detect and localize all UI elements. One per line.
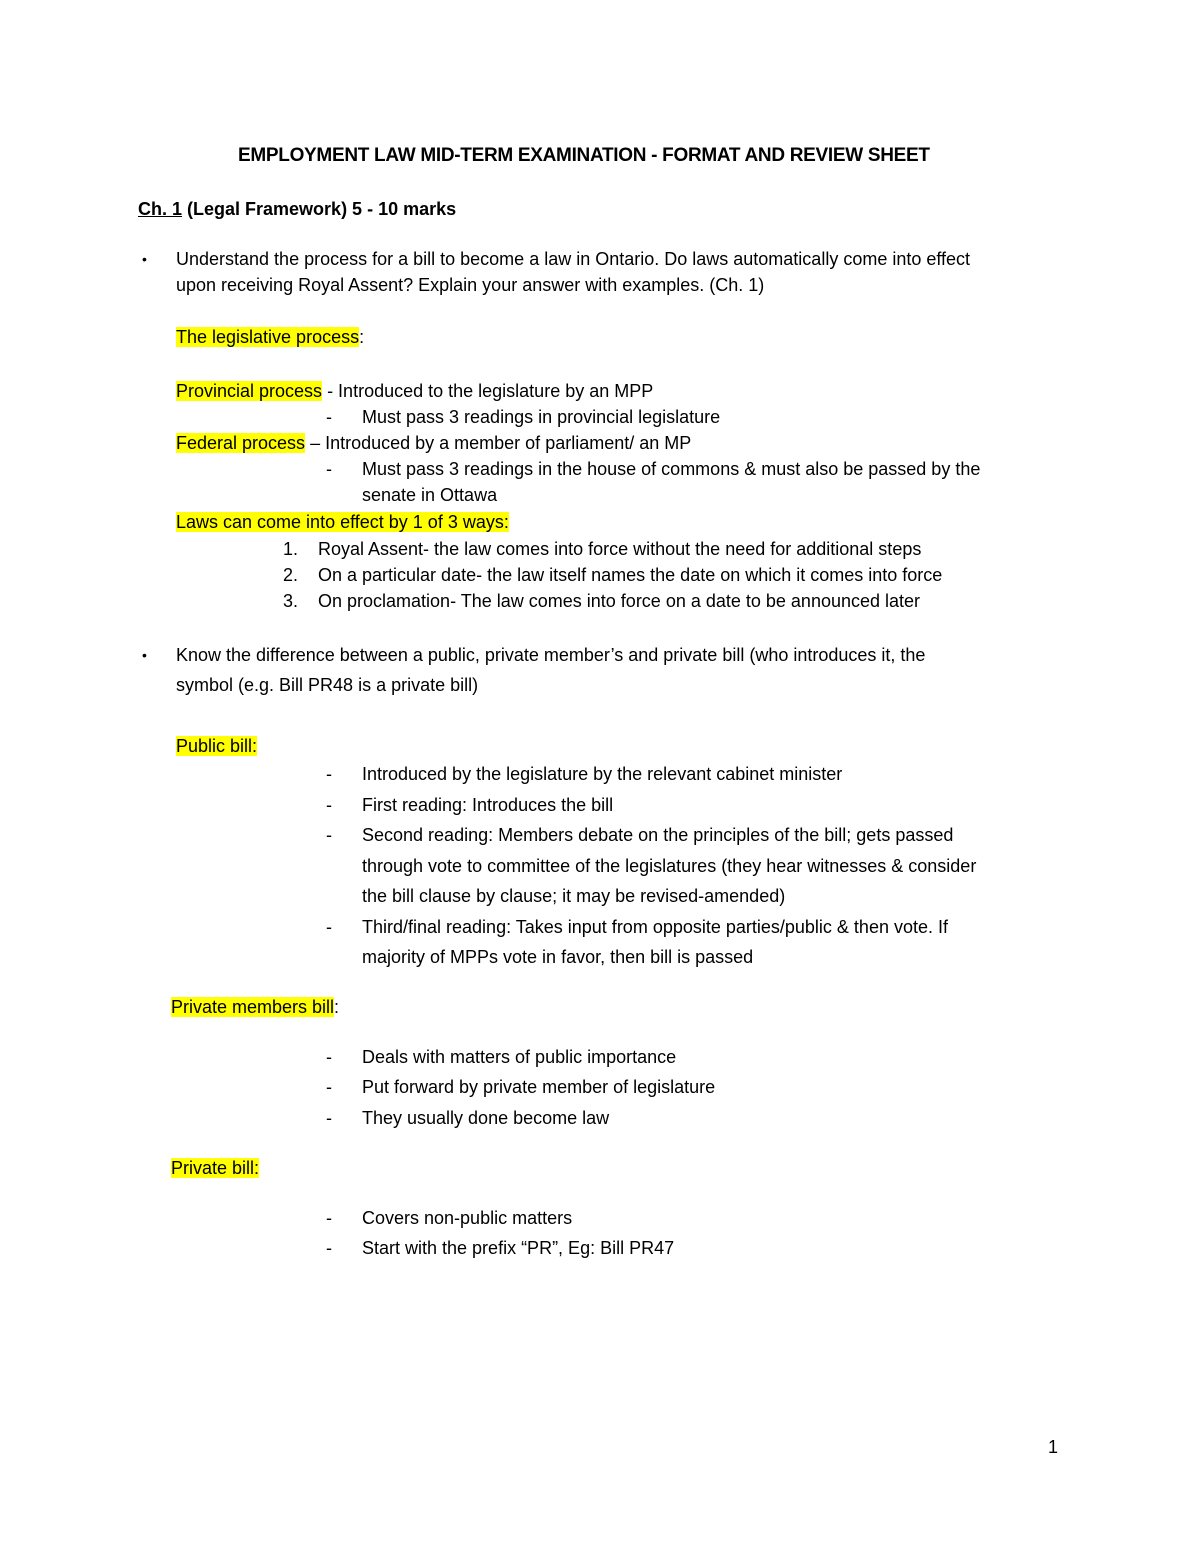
private-bill-label: Private bill: (171, 1158, 260, 1178)
dash-icon: - (326, 795, 332, 815)
chapter-label: Ch. 1 (138, 199, 183, 219)
chapter-rest: (Legal Framework) 5 - 10 marks (182, 199, 457, 219)
private-members-bill-label: Private members bill (171, 997, 335, 1017)
ways-heading (176, 511, 509, 533)
page-number: 1 (1048, 1437, 1059, 1457)
private-members-bill-item: Deals with matters of public importance (362, 1047, 677, 1067)
provincial-process (176, 380, 653, 402)
q2-line2: symbol (e.g. Bill PR48 is a private bill) (176, 675, 479, 695)
private-bill-heading (171, 1157, 259, 1179)
dash-icon: - (326, 917, 332, 937)
private-members-bill-item: Put forward by private member of legislature (362, 1077, 716, 1097)
dash-icon: - (326, 825, 332, 845)
public-bill-item: Second reading: Members debate on the principles of the bill; gets passed (362, 825, 954, 845)
private-members-bill-colon: : (334, 997, 340, 1017)
dash-icon: - (326, 1208, 332, 1228)
dash-icon: - (326, 407, 332, 427)
federal-label: Federal process (176, 433, 306, 453)
private-members-bill-heading (171, 996, 339, 1018)
document-title: EMPLOYMENT LAW MID-TERM EXAMINATION - FORMAT AND REVIEW SHEET (238, 145, 930, 166)
private-bill-item: Covers non-public matters (362, 1208, 573, 1228)
federal-rest: – Introduced by a member of parliament/ an MP (305, 433, 692, 453)
dash-icon: - (326, 1238, 332, 1258)
q1-line1: Understand the process for a bill to become a law in Ontario. Do laws automatically come into effect (176, 249, 971, 269)
dash-icon: - (326, 1077, 332, 1097)
private-members-bill-item: They usually done become law (362, 1108, 610, 1128)
dash-icon: - (326, 1108, 332, 1128)
public-bill-item: Introduced by the legislature by the relevant cabinet minister (362, 764, 843, 784)
ways-item-number: 2. (283, 565, 299, 585)
ways-item-number: 1. (283, 539, 299, 559)
federal-item-line1: Must pass 3 readings in the house of commons & must also be passed by the (362, 459, 981, 479)
dash-icon: - (326, 764, 332, 784)
ways-item-text: On proclamation- The law comes into force on a date to be announced later (318, 591, 921, 611)
private-bill-item: Start with the prefix “PR”, Eg: Bill PR47 (362, 1238, 675, 1258)
dash-icon: - (326, 459, 332, 479)
q2-line1: Know the difference between a public, private member’s and private bill (who introduces it, the (176, 645, 926, 665)
q1-line2: upon receiving Royal Assent? Explain your answer with examples. (Ch. 1) (176, 275, 765, 295)
public-bill-item: Third/final reading: Takes input from opposite parties/public & then vote. If (362, 917, 948, 937)
ways-item-text: Royal Assent- the law comes into force without the need for additional steps (318, 539, 922, 559)
public-bill-item-cont: majority of MPPs vote in favor, then bill is passed (362, 947, 754, 967)
chapter-heading (138, 198, 456, 220)
ways-heading-label: Laws can come into effect by 1 of 3 ways: (176, 512, 509, 532)
legislative-heading-colon: : (359, 327, 365, 347)
ways-item-number: 3. (283, 591, 299, 611)
public-bill-item: First reading: Introduces the bill (362, 795, 614, 815)
public-bill-label: Public bill: (176, 736, 258, 756)
federal-item-line2: senate in Ottawa (362, 485, 498, 505)
public-bill-heading (176, 735, 257, 757)
federal-process (176, 432, 691, 454)
public-bill-item-cont: through vote to committee of the legislatures (they hear witnesses & consider (362, 856, 977, 876)
legislative-heading (176, 326, 364, 348)
legislative-heading-label: The legislative process (176, 327, 360, 347)
provincial-label: Provincial process (176, 381, 323, 401)
bullet-icon: • (142, 251, 147, 267)
bullet-icon: • (142, 647, 147, 663)
public-bill-item-cont: the bill clause by clause; it may be revised-amended) (362, 886, 786, 906)
ways-item-text: On a particular date- the law itself names the date on which it comes into force (318, 565, 943, 585)
dash-icon: - (326, 1047, 332, 1067)
provincial-item: Must pass 3 readings in provincial legislature (362, 407, 721, 427)
provincial-rest: - Introduced to the legislature by an MPP (322, 381, 654, 401)
